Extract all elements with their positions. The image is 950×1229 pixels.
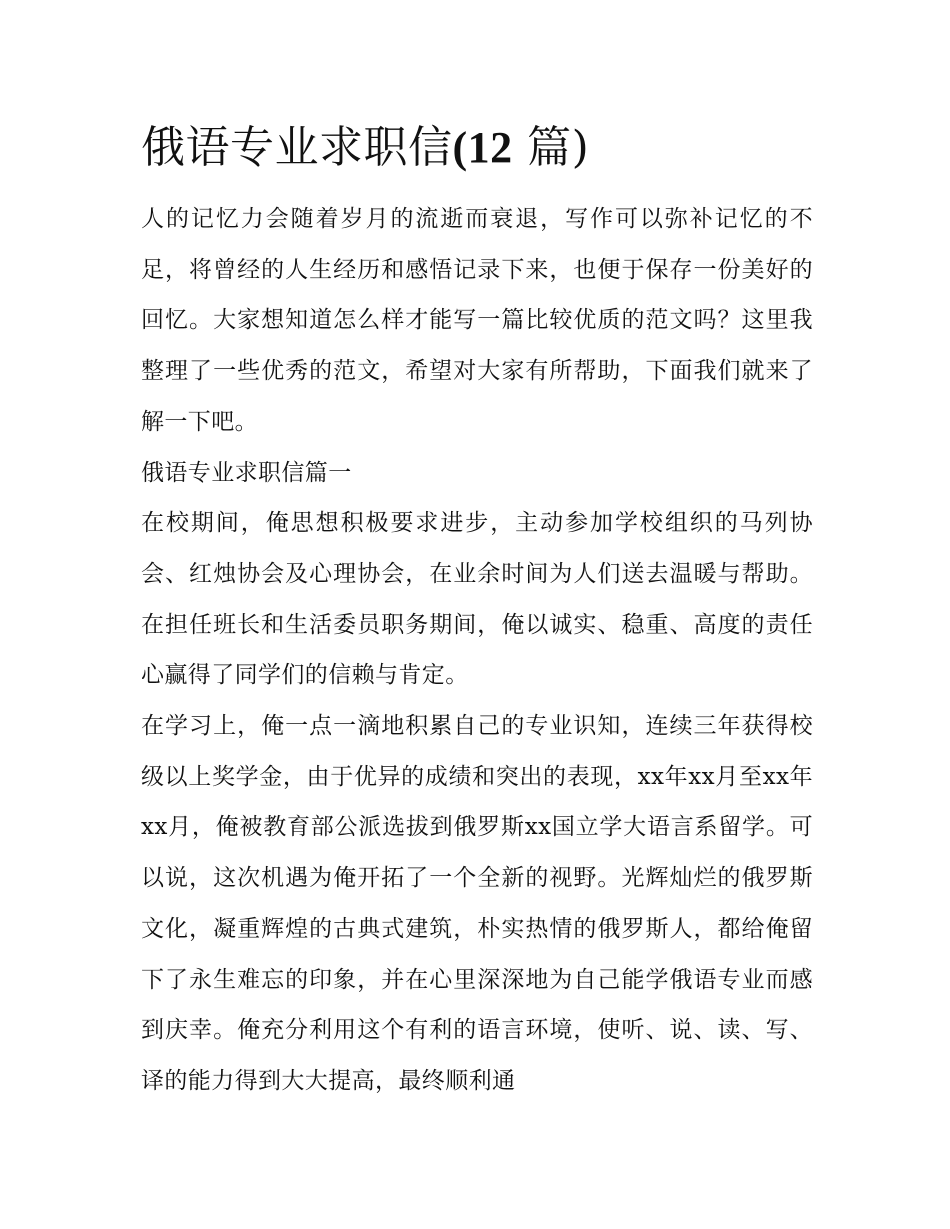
document-title bbox=[141, 112, 813, 184]
title-text: 俄语专业求职信 bbox=[141, 122, 453, 173]
body-paragraph: 在学习上，俺一点一滴地积累自己的专业识知，连续三年获得校级以上奖学金，由于优异的成绩和突出的表现，xx年xx月至xx年xx月，俺被教育部公派选拔到俄罗斯xx国立学大语言系留学。可以说，这次机遇为俺开拓了一个全新的视野。光辉灿烂的俄罗斯文化，凝重辉煌的古典式建筑，朴实热情的俄罗斯人，都给俺留下了永生难忘的印象，并在心里深深地为自己能学俄语专业而感到庆幸。俺充分利用这个有利的语言环境，使听、说、读、写、译的能力得到大大提高，最终顺利通 bbox=[141, 713, 813, 1094]
section-heading: 俄语专业求职信篇一 bbox=[141, 459, 352, 486]
intro-paragraph: 人的记忆力会随着岁月的流逝而衰退，写作可以弥补记忆的不足，将曾经的人生经历和感悟记录下来，也便于保存一份美好的回忆。大家想知道怎么样才能写一篇比较优质的范文吗？这里我整理了一些优秀的范文，希望对大家有所帮助，下面我们就来了解一下吧。 bbox=[141, 206, 813, 435]
title-suffix: 篇) bbox=[527, 122, 590, 173]
title-count: (12 bbox=[452, 123, 513, 172]
document-body bbox=[141, 112, 813, 1107]
body-paragraph: 在校期间，俺思想积极要求进步，主动参加学校组织的马列协会、红烛协会及心理协会，在业余时间为人们送去温暖与帮助。在担任班长和生活委员职务期间，俺以诚实、稳重、高度的责任心赢得了同学们的信赖与肯定。 bbox=[141, 510, 813, 689]
